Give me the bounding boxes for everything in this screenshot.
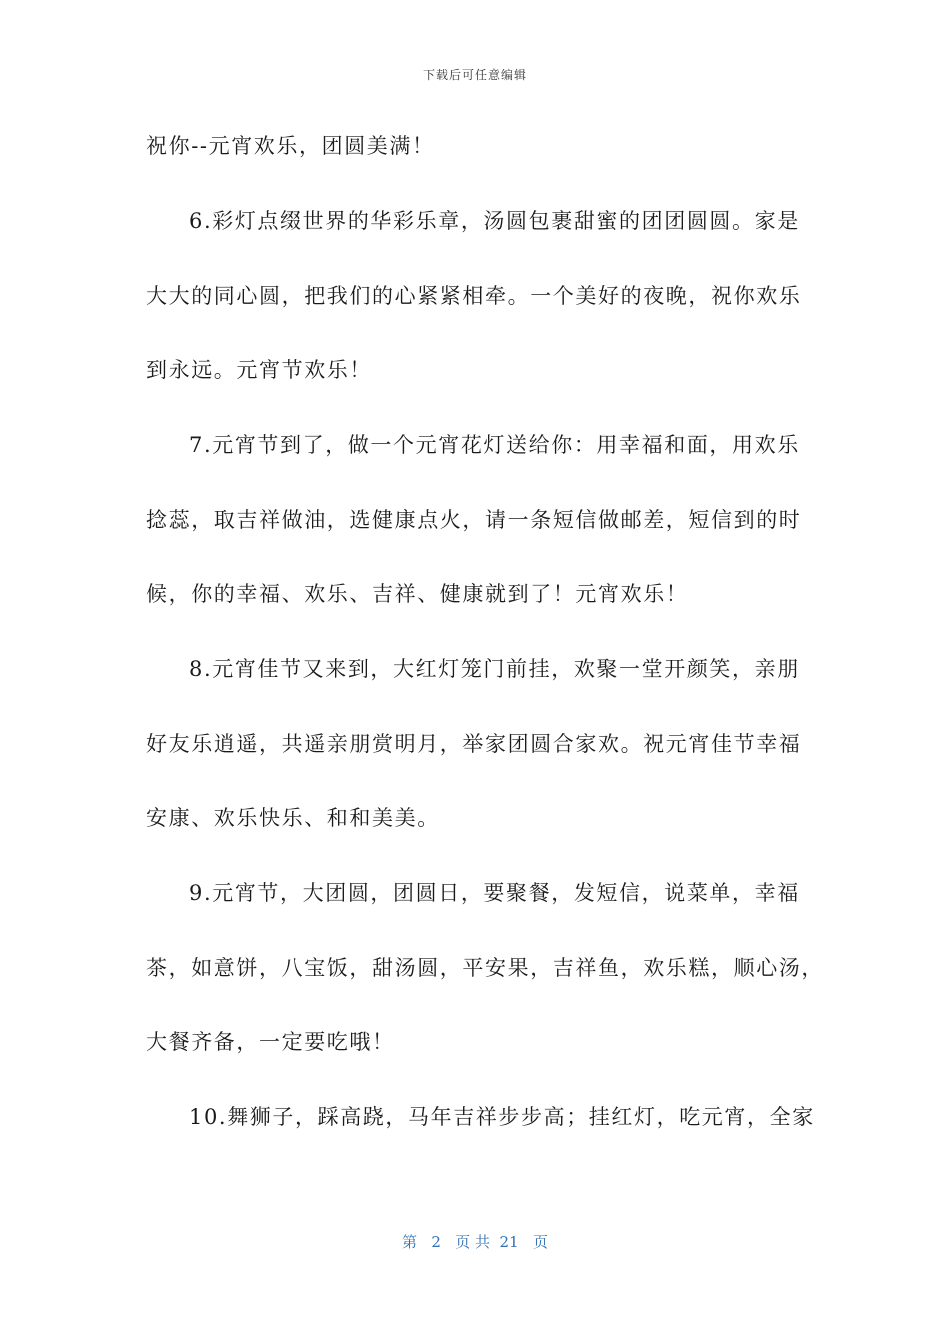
- footer-prefix: 第: [402, 1233, 418, 1251]
- text-line-4: 到永远。元宵节欢乐！: [146, 358, 372, 382]
- text-line-1: 祝你--元宵欢乐，团圆美满！: [146, 134, 435, 158]
- page-header-note: 下载后可任意编辑: [422, 68, 527, 82]
- total-pages-number: 21: [499, 1233, 519, 1251]
- page-footer: [0, 1231, 950, 1252]
- text-line-12: 茶，如意饼，八宝饭，甜汤圆，平安果，吉祥鱼，欢乐糕，顺心汤，: [146, 956, 824, 980]
- current-page-number: 2: [431, 1233, 441, 1251]
- text-line-10: 安康、欢乐快乐、和和美美。: [146, 806, 440, 830]
- text-line-11: 9.元宵节，大团圆，团圆日，要聚餐，发短信，说菜单，幸福: [189, 881, 800, 905]
- text-line-9: 好友乐逍遥，共遥亲朋赏明月，举家团圆合家欢。祝元宵佳节幸福: [146, 732, 802, 756]
- text-line-8: 8.元宵佳节又来到，大红灯笼门前挂，欢聚一堂开颜笑，亲朋: [189, 657, 800, 681]
- text-line-14: 10.舞狮子，踩高跷，马年吉祥步步高；挂红灯，吃元宵，全家: [189, 1105, 815, 1129]
- footer-middle: 页 共: [455, 1233, 490, 1251]
- text-line-7: 候，你的幸福、欢乐、吉祥、健康就到了！元宵欢乐！: [146, 582, 689, 606]
- text-line-2: 6.彩灯点缀世界的华彩乐章，汤圆包裹甜蜜的团团圆圆。家是: [189, 209, 800, 233]
- text-line-6: 捻蕊，取吉祥做油，选健康点火，请一条短信做邮差，短信到的时: [146, 508, 802, 532]
- text-line-13: 大餐齐备，一定要吃哦！: [146, 1030, 395, 1054]
- footer-suffix: 页: [532, 1233, 548, 1251]
- text-line-5: 7.元宵节到了，做一个元宵花灯送给你：用幸福和面，用欢乐: [189, 433, 800, 457]
- text-line-3: 大大的同心圆，把我们的心紧紧相牵。一个美好的夜晚，祝你欢乐: [146, 284, 802, 308]
